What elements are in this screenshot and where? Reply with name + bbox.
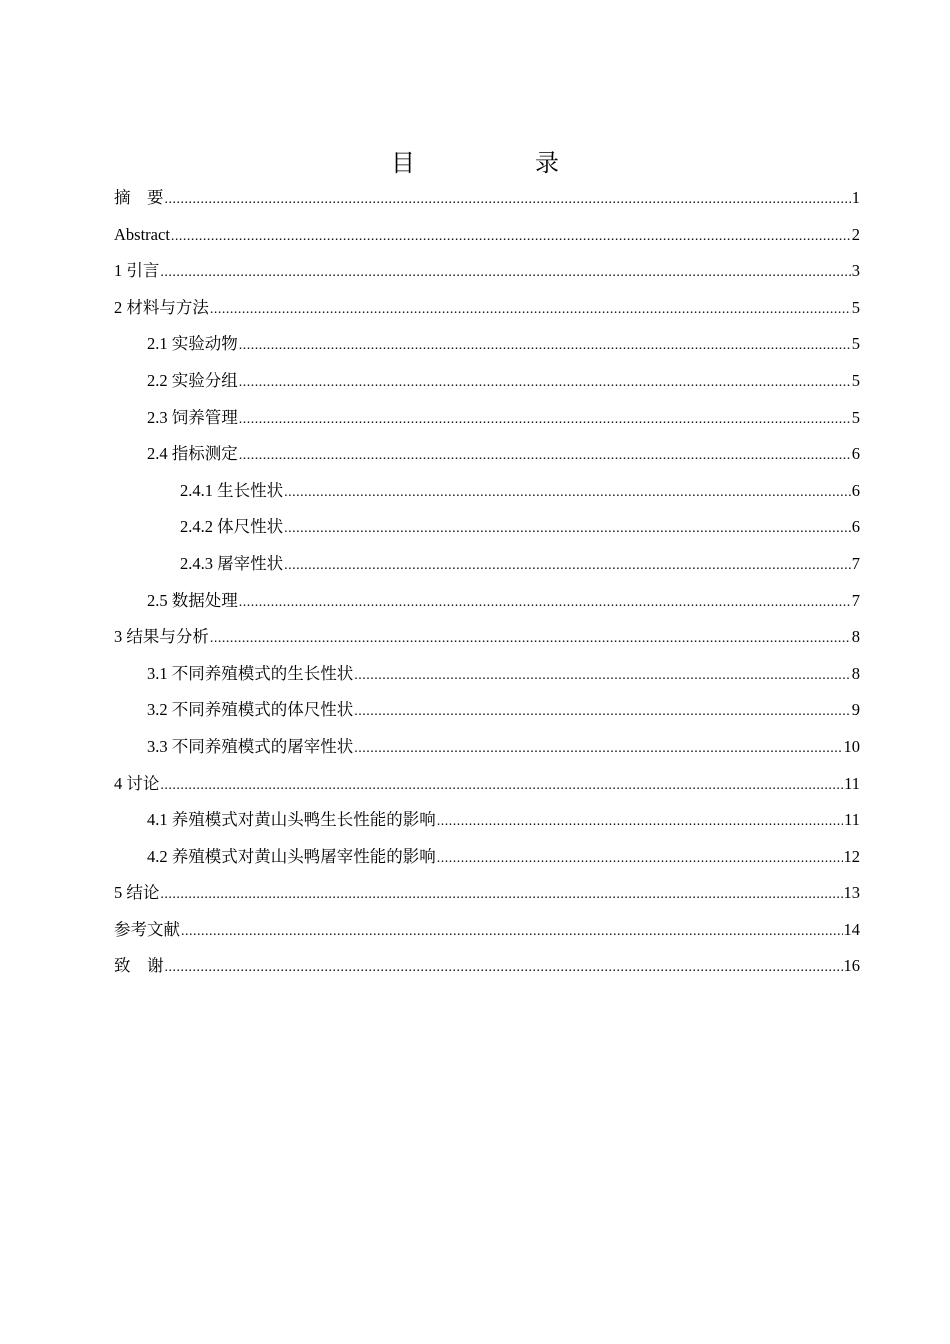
toc-entry-page-number: 12 — [843, 846, 860, 866]
toc-dot-leader — [284, 475, 851, 512]
toc-entry[interactable] — [114, 546, 860, 583]
toc-entry[interactable] — [114, 326, 860, 363]
toc-entry[interactable] — [114, 436, 860, 473]
toc-entry[interactable] — [114, 766, 860, 803]
toc-entry-label: 摘 要 — [114, 188, 164, 207]
toc-dot-leader — [210, 292, 851, 329]
toc-entry[interactable] — [114, 583, 860, 620]
toc-entry-page-number: 11 — [844, 773, 860, 793]
toc-dot-leader — [165, 950, 843, 987]
toc-entry[interactable] — [114, 729, 860, 766]
toc-entry[interactable] — [114, 217, 860, 254]
toc-entry-label: 3.1 不同养殖模式的生长性状 — [147, 663, 354, 683]
toc-entry[interactable] — [114, 290, 860, 327]
toc-dot-leader — [160, 877, 842, 914]
toc-entry-page-number: 8 — [851, 627, 860, 647]
toc-dot-leader — [239, 365, 851, 402]
toc-entry-label: 2.4 指标测定 — [147, 444, 238, 464]
toc-entry-page-number: 13 — [843, 883, 860, 903]
toc-list — [114, 180, 860, 985]
toc-entry-label: Abstract — [114, 224, 170, 244]
toc-entry-label: 4.2 养殖模式对黄山头鸭屠宰性能的影响 — [147, 846, 436, 866]
toc-entry-page-number: 7 — [851, 590, 860, 610]
toc-dot-leader — [239, 402, 851, 439]
toc-dot-leader — [239, 438, 851, 475]
toc-entry-page-number: 5 — [851, 370, 860, 390]
toc-entry-label: 致 谢 — [114, 956, 164, 976]
toc-entry-page-number: 14 — [843, 919, 860, 939]
toc-entry[interactable] — [114, 509, 860, 546]
toc-entry-label: 参考文献 — [114, 919, 180, 939]
toc-entry-page-number: 2 — [851, 224, 860, 244]
toc-dot-leader — [210, 621, 851, 658]
toc-entry-label: 2.5 数据处理 — [147, 590, 238, 610]
toc-entry[interactable] — [114, 948, 860, 985]
toc-entry-label: 4 讨论 — [114, 773, 160, 793]
toc-entry-page-number: 5 — [851, 407, 860, 427]
toc-entry[interactable] — [114, 400, 860, 437]
toc-entry[interactable] — [114, 912, 860, 949]
toc-dot-leader — [181, 914, 843, 951]
toc-entry[interactable] — [114, 363, 860, 400]
toc-dot-leader — [437, 841, 843, 878]
toc-dot-leader — [160, 255, 850, 292]
toc-dot-leader — [284, 548, 851, 585]
toc-dot-leader — [160, 768, 843, 805]
toc-entry-page-number: 6 — [851, 444, 860, 464]
toc-entry[interactable] — [114, 253, 860, 290]
toc-entry[interactable] — [114, 692, 860, 729]
toc-entry-page-number: 5 — [851, 334, 860, 354]
toc-entry-page-number: 16 — [843, 956, 860, 976]
toc-dot-leader — [354, 731, 842, 768]
toc-entry-page-number: 6 — [851, 517, 860, 537]
toc-entry[interactable] — [114, 656, 860, 693]
toc-title: 目 录 — [391, 149, 607, 177]
toc-entry-label: 5 结论 — [114, 883, 160, 903]
toc-entry-page-number: 8 — [851, 663, 860, 683]
toc-entry-label: 2.4.3 屠宰性状 — [180, 553, 284, 573]
toc-entry-label: 2.4.1 生长性状 — [180, 480, 284, 500]
toc-entry-label: 3 结果与分析 — [114, 627, 209, 647]
toc-entry-page-number: 1 — [851, 188, 860, 207]
toc-entry[interactable] — [114, 802, 860, 839]
toc-entry[interactable] — [114, 875, 860, 912]
toc-entry-page-number: 11 — [844, 810, 860, 830]
toc-entry-label: 2.2 实验分组 — [147, 370, 238, 390]
toc-entry-page-number: 5 — [851, 297, 860, 317]
toc-dot-leader — [284, 511, 851, 548]
toc-dot-leader — [165, 182, 851, 219]
toc-entry[interactable] — [114, 619, 860, 656]
toc-entry[interactable] — [114, 473, 860, 510]
toc-entry-label: 3.2 不同养殖模式的体尺性状 — [147, 700, 354, 720]
toc-entry-label: 4.1 养殖模式对黄山头鸭生长性能的影响 — [147, 810, 436, 830]
toc-entry[interactable] — [114, 180, 860, 217]
toc-entry[interactable] — [114, 839, 860, 876]
toc-dot-leader — [171, 219, 851, 256]
toc-dot-leader — [239, 328, 851, 365]
toc-entry-page-number: 10 — [843, 736, 860, 756]
toc-entry-label: 2.1 实验动物 — [147, 334, 238, 354]
toc-entry-page-number: 3 — [851, 261, 860, 281]
toc-dot-leader — [354, 658, 851, 695]
toc-entry-label: 3.3 不同养殖模式的屠宰性状 — [147, 736, 354, 756]
toc-entry-page-number: 6 — [851, 480, 860, 500]
toc-entry-page-number: 7 — [851, 553, 860, 573]
toc-dot-leader — [239, 585, 851, 622]
toc-entry-label: 2.4.2 体尺性状 — [180, 517, 284, 537]
toc-entry-label: 2 材料与方法 — [114, 297, 209, 317]
toc-dot-leader — [354, 694, 851, 731]
toc-entry-page-number: 9 — [851, 700, 860, 720]
toc-dot-leader — [437, 804, 843, 841]
toc-entry-label: 2.3 饲养管理 — [147, 407, 238, 427]
toc-entry-label: 1 引言 — [114, 261, 160, 281]
